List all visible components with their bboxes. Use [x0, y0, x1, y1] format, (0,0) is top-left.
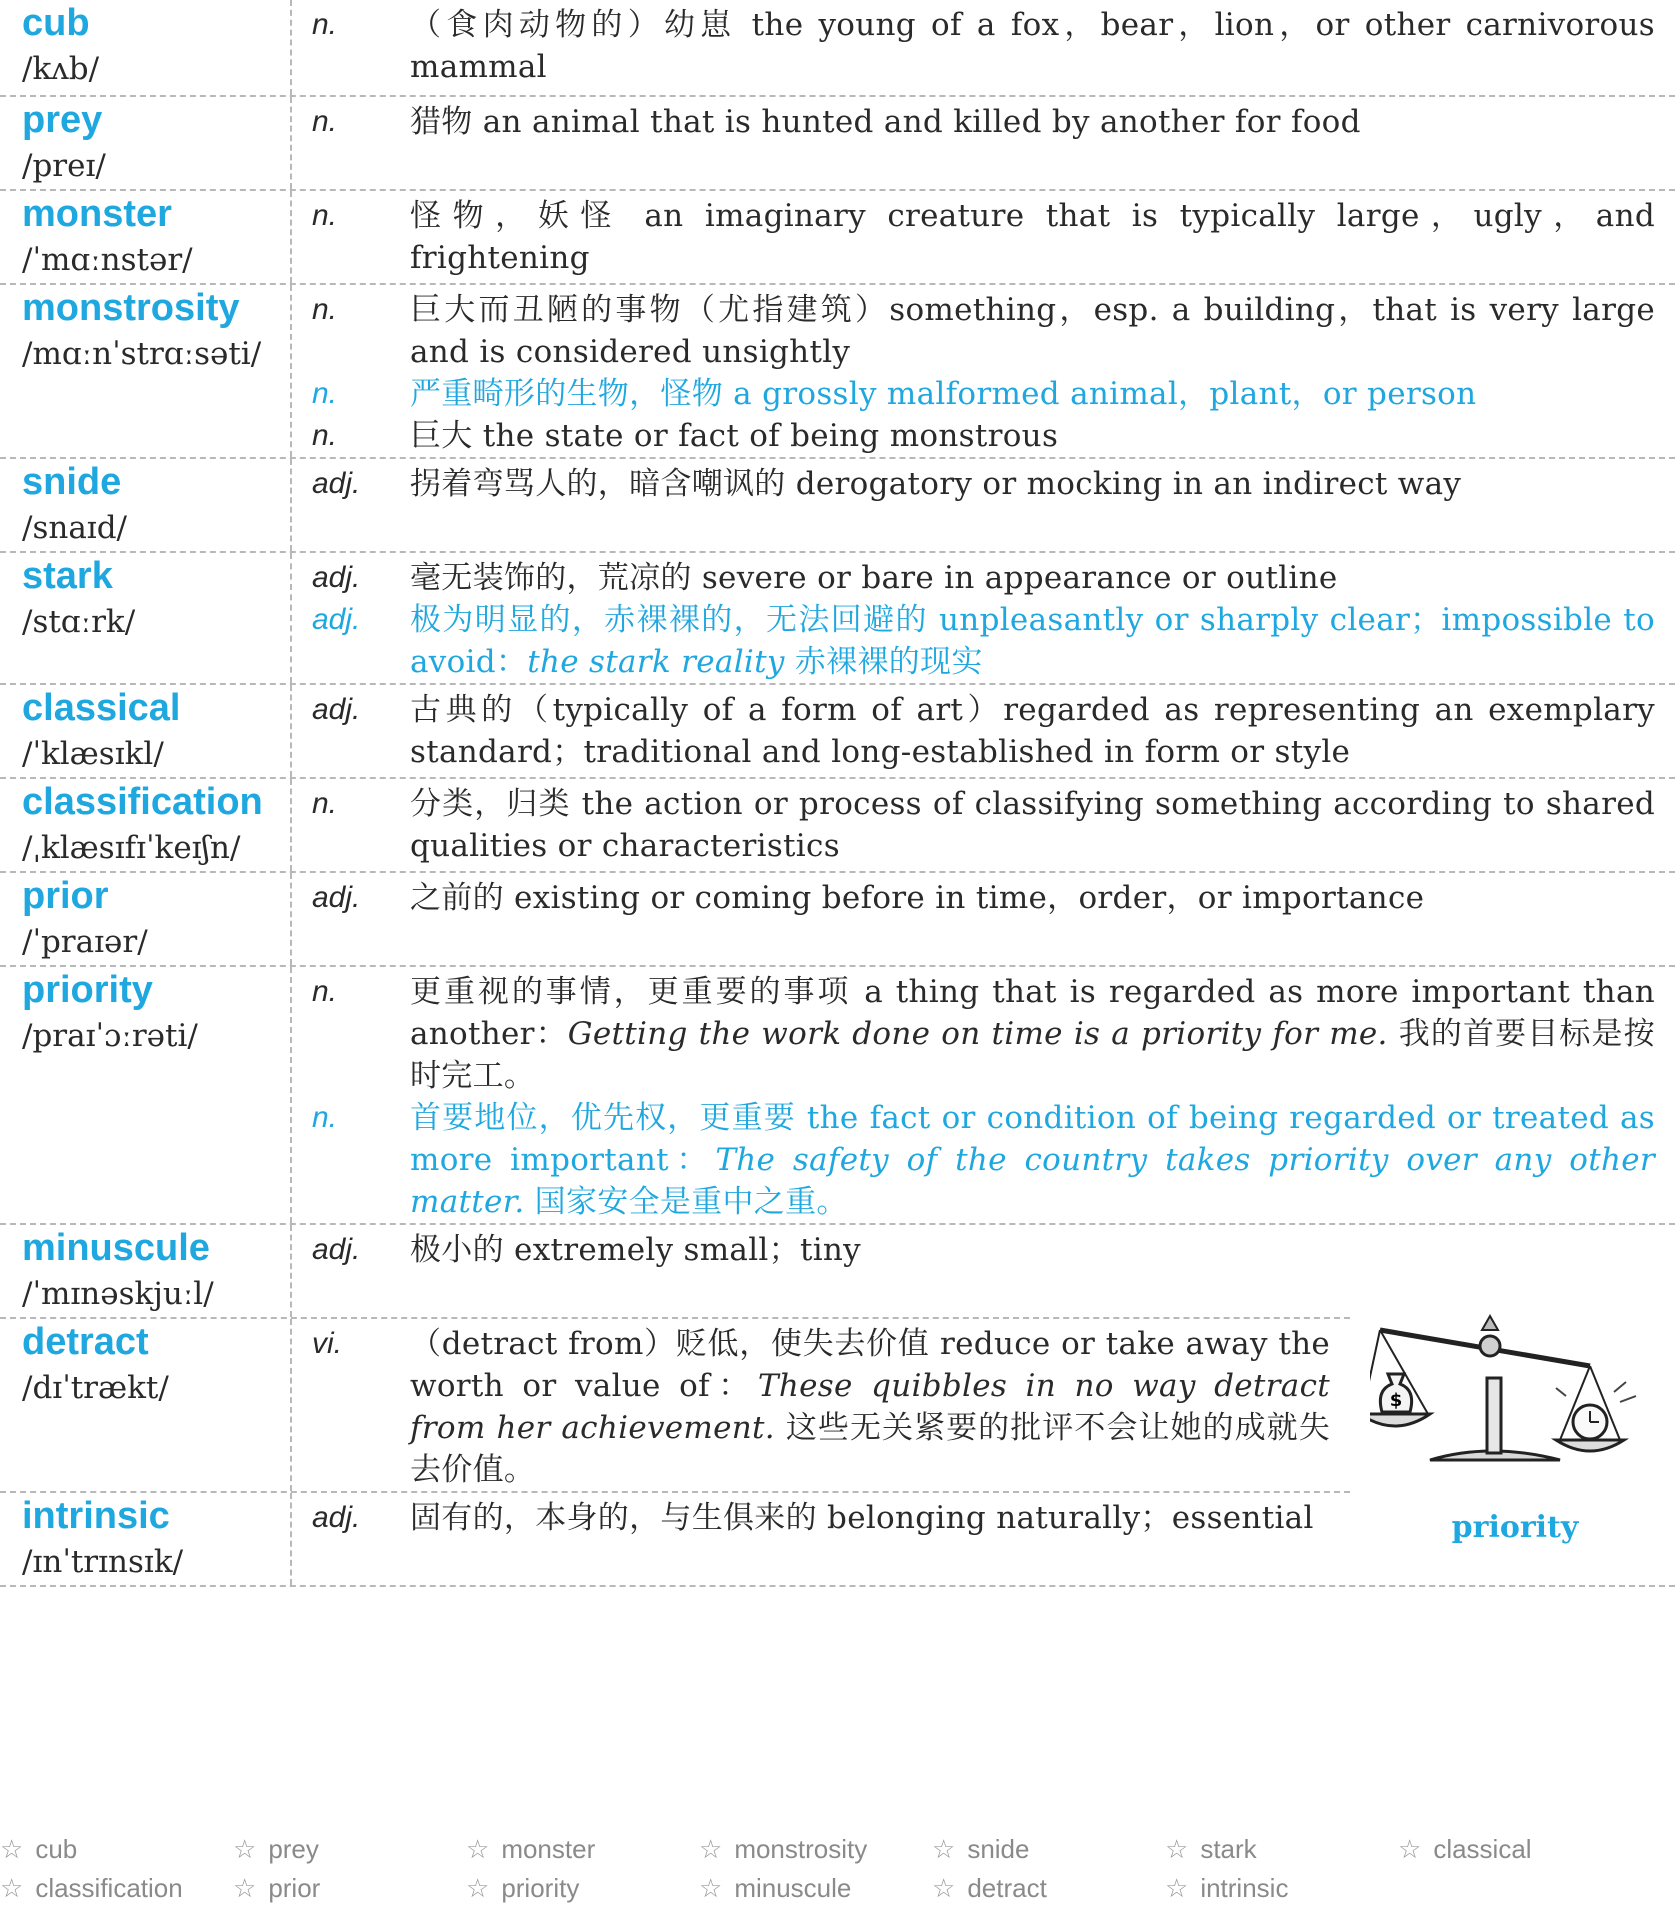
entry-stark — [0, 553, 1675, 685]
star-icon: ☆ — [0, 1834, 24, 1864]
sense — [292, 877, 1675, 919]
definition — [410, 1097, 1675, 1223]
part-of-speech: n. — [312, 787, 338, 820]
senses — [292, 0, 1675, 95]
definition-text: 猎物 an animal that is hunted and killed by another for food — [410, 104, 1361, 140]
index-item-intrinsic — [1165, 1873, 1398, 1904]
star-icon: ☆ — [466, 1873, 490, 1903]
entry-classification — [0, 779, 1675, 873]
headword: priority — [22, 969, 153, 1011]
index-word: minuscule — [734, 1873, 852, 1903]
headword: detract — [22, 1321, 149, 1363]
sense — [292, 101, 1675, 143]
headword: intrinsic — [22, 1495, 170, 1537]
word-index — [0, 1834, 1675, 1904]
star-icon: ☆ — [932, 1873, 956, 1903]
star-icon: ☆ — [699, 1873, 723, 1903]
definition-text: 拐着弯骂人的，暗含嘲讽的 derogatory or mocking in an indirect way — [410, 466, 1462, 502]
senses — [292, 1319, 1350, 1491]
definition — [410, 415, 1675, 457]
definition — [410, 971, 1675, 1097]
index-item-classical — [1398, 1834, 1631, 1865]
definition — [410, 877, 1675, 919]
definition-text: 之前的 existing or coming before in time，order，or importance — [410, 880, 1425, 916]
sense — [292, 463, 1675, 505]
star-icon: ☆ — [233, 1873, 257, 1903]
index-word: priority — [501, 1873, 580, 1903]
part-of-speech: n. — [312, 377, 338, 410]
headword-cell — [0, 459, 292, 551]
entry-cub — [0, 0, 1675, 97]
headword-cell — [0, 1319, 292, 1491]
index-word: intrinsic — [1200, 1873, 1289, 1903]
headword: minuscule — [22, 1227, 210, 1269]
headword: classification — [22, 781, 263, 823]
part-of-speech: n. — [312, 419, 338, 452]
headword-cell — [0, 779, 292, 871]
index-item-cub — [0, 1834, 233, 1865]
sense — [292, 971, 1675, 1097]
part-of-speech: n. — [312, 293, 338, 326]
part-of-speech: n. — [312, 8, 338, 41]
definition — [410, 101, 1675, 143]
headword-cell — [0, 191, 292, 283]
phonetic: /praɪˈɔːrəti/ — [22, 1018, 198, 1054]
part-of-speech: adj. — [312, 881, 361, 914]
sense — [292, 289, 1675, 373]
star-icon: ☆ — [699, 1834, 723, 1864]
star-icon: ☆ — [1165, 1873, 1189, 1903]
entry-classical — [0, 685, 1675, 779]
headword-cell — [0, 97, 292, 189]
definition-text: 巨大 the state or fact of being monstrous — [410, 418, 1059, 454]
headword-cell — [0, 685, 292, 777]
part-of-speech: n. — [312, 1101, 338, 1134]
entry-snide — [0, 459, 1675, 553]
senses — [292, 285, 1675, 457]
definition — [410, 689, 1675, 773]
star-icon: ☆ — [0, 1873, 24, 1903]
index-item-detract — [932, 1873, 1165, 1904]
definition-text: 赤裸裸的现实 — [784, 644, 983, 680]
star-icon: ☆ — [466, 1834, 490, 1864]
index-word: stark — [1200, 1834, 1257, 1864]
definition — [410, 1229, 1350, 1271]
headword: snide — [22, 461, 122, 503]
definition — [410, 783, 1675, 867]
phonetic: /dɪˈtrækt/ — [22, 1370, 169, 1406]
part-of-speech: vi. — [312, 1327, 342, 1360]
part-of-speech: adj. — [312, 693, 361, 726]
entry-monster — [0, 191, 1675, 285]
phonetic: /stɑːrk/ — [22, 604, 136, 640]
index-item-stark — [1165, 1834, 1398, 1865]
definition-text: 极小的 extremely small；tiny — [410, 1232, 861, 1268]
part-of-speech: adj. — [312, 1233, 361, 1266]
star-icon: ☆ — [1398, 1834, 1422, 1864]
headword-cell — [0, 967, 292, 1223]
sense — [292, 599, 1675, 683]
part-of-speech: n. — [312, 199, 338, 232]
sense — [292, 415, 1675, 457]
entry-minuscule — [0, 1225, 1350, 1319]
headword-cell — [0, 0, 292, 95]
part-of-speech: n. — [312, 975, 338, 1008]
phonetic: /snaɪd/ — [22, 510, 128, 546]
senses — [292, 97, 1675, 189]
definition — [410, 463, 1675, 505]
definition-text: 这些无关紧要的批评不会让她的成就失去价值。 — [410, 1410, 1330, 1488]
headword: classical — [22, 687, 181, 729]
headword: stark — [22, 555, 113, 597]
headword-cell — [0, 285, 292, 457]
phonetic: /ɪnˈtrɪnsɪk/ — [22, 1544, 184, 1580]
headword: cub — [22, 2, 90, 44]
definition-text: 我的首要目标是按时完工。 — [410, 1016, 1655, 1094]
entry-prior — [0, 873, 1675, 967]
definition — [410, 4, 1675, 88]
illustration-caption: priority — [1451, 1510, 1579, 1545]
phonetic: /ˌklæsɪfɪˈkeɪʃn/ — [22, 830, 241, 866]
index-item-minuscule — [699, 1873, 932, 1904]
sense — [292, 783, 1675, 867]
part-of-speech: adj. — [312, 603, 361, 636]
illustration-priority — [1370, 1310, 1660, 1560]
index-word: detract — [967, 1873, 1047, 1903]
index-item-priority — [466, 1873, 699, 1904]
index-word: cub — [35, 1834, 78, 1864]
example-sentence: These quibbles in no way detract from her achievement. — [410, 1368, 1330, 1446]
balance-scale-icon — [1370, 1310, 1660, 1510]
phonetic: /kʌb/ — [22, 51, 100, 87]
definition-text: （食肉动物的）幼崽 the young of a fox，bear，lion，or other carnivorous mammal — [410, 7, 1655, 85]
entry-detract — [0, 1319, 1350, 1493]
star-icon: ☆ — [233, 1834, 257, 1864]
definition-text: 毫无装饰的，荒凉的 severe or bare in appearance or outline — [410, 560, 1338, 596]
phonetic: /ˈklæsɪkl/ — [22, 736, 164, 772]
headword: monster — [22, 193, 172, 235]
example-sentence: Getting the work done on time is a priority for me. — [567, 1016, 1388, 1052]
definition-text: 严重畸形的生物，怪物 a grossly malformed animal，plant，or person — [410, 376, 1477, 412]
part-of-speech: adj. — [312, 467, 361, 500]
sense — [292, 373, 1675, 415]
senses — [292, 1225, 1350, 1317]
index-word: prey — [268, 1834, 319, 1864]
definition — [410, 195, 1675, 279]
index-item-monstrosity — [699, 1834, 932, 1865]
definition-text: 更重视的事情，更重要的事项 a thing that is regarded as more important than another： — [410, 974, 1655, 1052]
senses — [292, 685, 1675, 777]
entry-prey — [0, 97, 1675, 191]
sense — [292, 689, 1675, 773]
dollar-sign: $ — [1389, 1390, 1403, 1411]
definition-text: 分类，归类 the action or process of classifying something according to shared qualities or characteristics — [410, 786, 1655, 864]
senses — [292, 191, 1675, 283]
example-sentence: The safety of the country takes priority over any other matter. — [410, 1142, 1655, 1220]
index-item-classification — [0, 1873, 233, 1904]
sense — [292, 1097, 1675, 1223]
definition — [410, 289, 1675, 373]
definition — [410, 557, 1675, 599]
entry-monstrosity — [0, 285, 1675, 459]
headword: prior — [22, 875, 109, 917]
index-item-monster — [466, 1834, 699, 1865]
definition — [410, 1323, 1350, 1491]
senses — [292, 779, 1675, 871]
index-item-prey — [233, 1834, 466, 1865]
part-of-speech: adj. — [312, 1501, 361, 1534]
sense — [292, 1229, 1350, 1271]
headword: monstrosity — [22, 287, 240, 329]
headword-cell — [0, 873, 292, 965]
index-word: monster — [501, 1834, 596, 1864]
headword-cell — [0, 1225, 292, 1317]
phonetic: /ˈpraɪər/ — [22, 924, 148, 960]
index-word: classical — [1433, 1834, 1532, 1864]
entry-priority — [0, 967, 1675, 1225]
sense — [292, 557, 1675, 599]
index-item-prior — [233, 1873, 466, 1904]
phonetic: /preɪ/ — [22, 148, 106, 184]
definition — [410, 373, 1675, 415]
senses — [292, 553, 1675, 683]
headword: prey — [22, 99, 103, 141]
star-icon: ☆ — [1165, 1834, 1189, 1864]
phonetic: /ˈmɪnəskjuːl/ — [22, 1276, 214, 1312]
index-item-snide — [932, 1834, 1165, 1865]
star-icon: ☆ — [932, 1834, 956, 1864]
index-word: monstrosity — [734, 1834, 868, 1864]
sense — [292, 195, 1675, 279]
definition-text: 怪物，妖怪 an imaginary creature that is typically large，ugly，and frightening — [410, 198, 1655, 276]
senses — [292, 967, 1675, 1223]
headword-cell — [0, 1493, 292, 1585]
index-word: prior — [268, 1873, 321, 1903]
senses — [292, 459, 1675, 551]
sense — [292, 1323, 1350, 1491]
definition-text: 极为明显的，赤裸裸的，无法回避的 unpleasantly or sharply clear；impossible to avoid： — [410, 602, 1655, 680]
phonetic: /ˈmɑːnstər/ — [22, 242, 193, 278]
definition-text: 古典的（typically of a form of art）regarded as representing an exemplary standard；traditional and long-established in form or style — [410, 692, 1655, 770]
example-sentence: the stark reality — [527, 644, 785, 680]
index-word: classification — [35, 1873, 183, 1903]
definition — [410, 599, 1675, 683]
definition-text: 国家安全是重中之重。 — [524, 1184, 848, 1220]
senses — [292, 873, 1675, 965]
definition-text: （detract from）贬低，使失去价值 reduce or take away the worth or value of： — [410, 1326, 1330, 1404]
sense — [292, 4, 1675, 88]
phonetic: /mɑːnˈstrɑːsəti/ — [22, 336, 262, 372]
definition-text: 固有的，本身的，与生俱来的 belonging naturally；essential — [410, 1500, 1314, 1536]
index-word: snide — [967, 1834, 1030, 1864]
definition-text: 首要地位，优先权，更重要 the fact or condition of being regarded or treated as more important： — [410, 1100, 1655, 1178]
headword-cell — [0, 553, 292, 683]
part-of-speech: adj. — [312, 561, 361, 594]
part-of-speech: n. — [312, 105, 338, 138]
definition-text: 巨大而丑陋的事物（尤指建筑）something，esp. a building，that is very large and is considered unsightly — [410, 292, 1655, 370]
